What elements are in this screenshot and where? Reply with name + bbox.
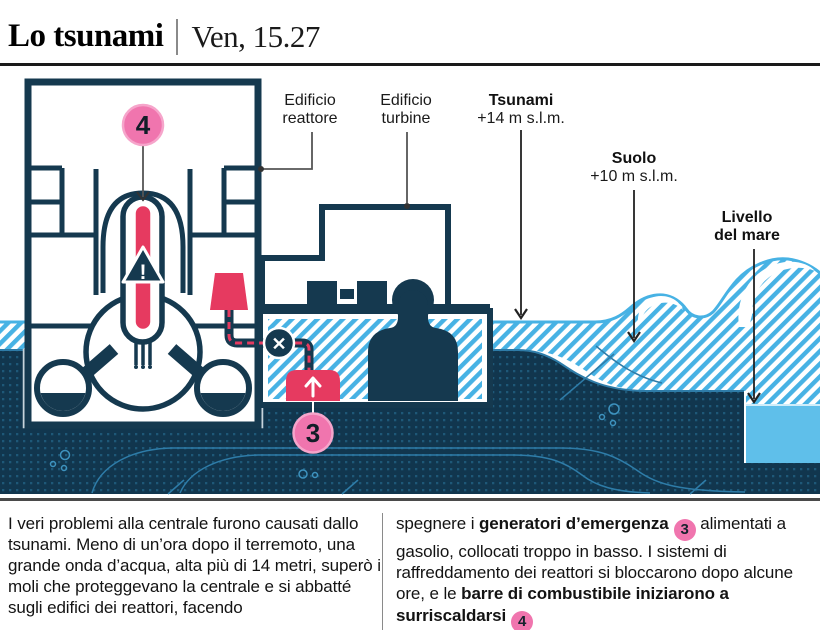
header-divider (176, 19, 178, 55)
svg-text:4: 4 (135, 110, 151, 140)
article-left-column: I veri problemi alla centrale furono causati dallo tsunami. Meno di un’ora dopo il terremoto, una grande onda d’acqua, alta più di 14 metri, superò i moli che proteggevano la centrale e si abbatté sugli edifici dei reattori, facendo (8, 514, 381, 618)
generator-marker (294, 414, 333, 453)
leader-line (262, 132, 312, 169)
sea (746, 404, 820, 463)
vessel-legs (134, 342, 152, 369)
svg-text:Suolo: Suolo (611, 150, 657, 167)
svg-text:turbine: turbine (381, 110, 431, 127)
svg-text:Livello: Livello (721, 209, 773, 226)
page-title: Lo tsunami (8, 18, 164, 54)
svg-text:reattore: reattore (282, 110, 338, 127)
svg-text:✕: ✕ (271, 334, 287, 354)
condenser-tank (210, 273, 248, 310)
label-tsunami (477, 92, 565, 318)
page-header (0, 0, 820, 63)
svg-text:del mare: del mare (714, 227, 780, 244)
article-right-column: spegnere i generatori d’emergenza 3 alimentati a gasolio, collocati troppo in basso. I sistemi di raffreddamento dei reattori si bloccarono dopo alcune ore, e le barre di combustibile iniziarono a surriscaldarsi 4 (382, 513, 812, 630)
inline-marker-badge: 4 (511, 611, 533, 630)
inline-marker-badge: 3 (674, 519, 696, 541)
svg-text:Edificio: Edificio (284, 92, 336, 109)
label-turbine-building (380, 92, 432, 209)
power-cut-icon (264, 328, 294, 358)
svg-text:3: 3 (305, 418, 321, 448)
timestamp: Ven, 15.27 (191, 18, 320, 54)
svg-text:+10 m s.l.m.: +10 m s.l.m. (590, 168, 678, 185)
svg-text:Edificio: Edificio (380, 92, 432, 109)
svg-text:Tsunami: Tsunami (488, 92, 554, 109)
tsunami-diagram (0, 66, 820, 498)
svg-text:+14 m s.l.m.: +14 m s.l.m. (477, 110, 565, 127)
svg-text:!: ! (139, 261, 147, 284)
article (0, 501, 820, 630)
label-reactor-building (258, 92, 338, 172)
